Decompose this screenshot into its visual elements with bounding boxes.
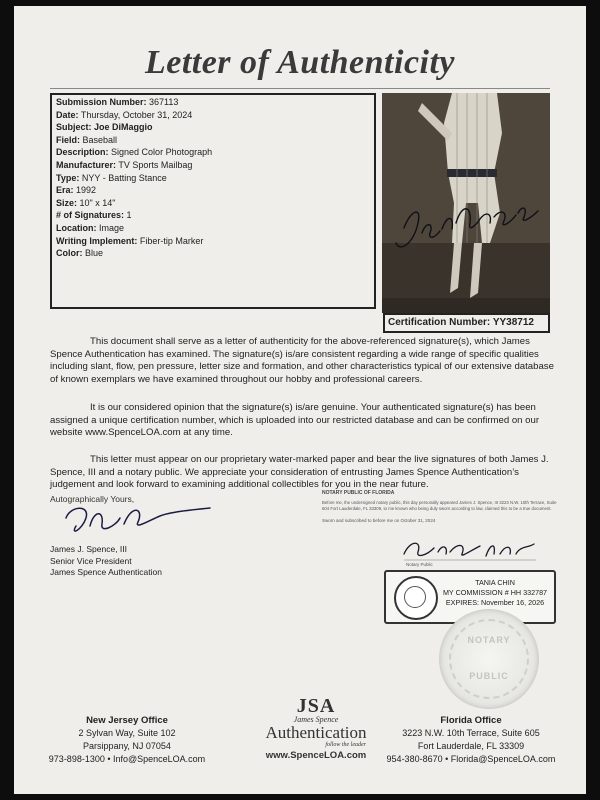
stamp-name: TANIA CHIN — [475, 578, 515, 587]
detail-row-signatures: # of Signatures: 1 — [56, 210, 132, 221]
detail-row-submission: Submission Number: 367113 — [56, 97, 179, 107]
details-box — [50, 93, 376, 309]
fl-address-line1: 3223 N.W. 10th Terrace, Suite 605 — [402, 728, 540, 738]
detail-row-description: Description: Signed Color Photograph — [56, 147, 213, 158]
signer-company: James Spence Authentication — [50, 567, 162, 577]
paragraph-requirements: This letter must appear on our proprietary water-marked paper and bear the live signatures of both James J. Spence, III and a notary public. We appreciate your consideration of entrusting James Spence Authentication’s judgement and look forward to examining additional collectibles for you in the near future. — [50, 454, 549, 491]
stamp-expiry: EXPIRES: November 16, 2026 — [445, 598, 545, 607]
embossed-notary-seal — [439, 609, 539, 709]
logo-mark: JSA — [296, 695, 336, 717]
paragraph-opinion: It is our considered opinion that the signature(s) is/are genuine. Your authenticated signature(s) has been assigned a unique certification number, which is uploaded into our restricted database and can be confirmed on our website www.SpenceLOA.com at any time. — [50, 402, 540, 439]
fl-address-line2: Fort Lauderdale, FL 33309 — [417, 741, 525, 751]
page-title: Letter of Authenticity — [144, 44, 456, 81]
notary-signature-label: Notary Public — [406, 562, 433, 567]
certification-number-box: Certification Number: YY38712 — [383, 313, 550, 333]
stamp-commission: MY COMMISSION # HH 332787 — [442, 588, 548, 597]
signoff-label: Autographically Yours, — [50, 494, 135, 504]
detail-row-color: Color: Blue — [56, 248, 104, 259]
detail-row-subject: Subject: Joe DiMaggio — [56, 122, 153, 133]
detail-row-manufacturer: Manufacturer: TV Sports Mailbag — [56, 159, 193, 170]
nj-address-line1: 2 Sylvan Way, Suite 102 — [78, 728, 176, 738]
emboss-bottom-text: PUBLIC — [469, 671, 509, 681]
nj-office-heading: New Jersey Office — [86, 715, 168, 726]
detail-row-implement: Writing Implement: Fiber-tip Marker — [56, 235, 204, 246]
notary-sworn-date: Sworn and subscribed to before me on October 31, 2024 — [322, 518, 436, 523]
notary-section — [322, 490, 558, 523]
signer-name: James J. Spence, III — [50, 544, 128, 554]
signer-title: Senior Vice President — [50, 555, 132, 566]
signer-details — [50, 544, 162, 579]
detail-row-date: Date: Thursday, October 31, 2024 — [56, 109, 193, 120]
detail-row-field: Field: Baseball — [56, 134, 118, 145]
emboss-top-text: NOTARY — [467, 635, 511, 645]
jsa-logo — [262, 696, 370, 762]
notary-statement: Before me, the undersigned notary public, this day personally appeared James J. Spence, III 3223 N.W. 10th Terrace, Suite 604 Fort Lauderdale, FL 33309, to me known who being duly sworn according to law, claimed this to be a true document. — [322, 500, 557, 511]
paragraph-examination: This document shall serve as a letter of authenticity for the above-referenced signature(s), which James Spence Authentication has examined. The signature(s) is/are consistent regarding a wide range of specific qualities including slant, flow, pen pressure, letter size and formation, and other characteristics typical of our extensive database of known exemplars we have examined throughout our hobby and professional careers. — [50, 336, 554, 385]
new-jersey-office — [42, 714, 212, 766]
spence-signature — [60, 496, 220, 540]
signed-photograph — [382, 93, 550, 313]
detail-row-era: Era: 1992 — [56, 185, 97, 196]
detail-row-type: Type: NYY - Batting Stance — [56, 172, 167, 183]
photo-signature — [382, 93, 550, 313]
notary-heading: NOTARY PUBLIC OF FLORIDA — [322, 490, 395, 496]
logo-website: www.SpenceLOA.com — [265, 750, 367, 761]
logo-subtitle: James Spence — [293, 715, 339, 724]
stamp-text — [440, 578, 550, 608]
logo-tagline: follow the leader — [325, 742, 366, 748]
detail-row-location: Location: Image — [56, 222, 125, 233]
fl-contact: 954-380-8670 • Florida@SpenceLOA.com — [386, 754, 556, 764]
florida-office — [386, 714, 556, 766]
notary-signature — [400, 536, 540, 562]
fl-office-heading: Florida Office — [440, 715, 502, 726]
nj-address-line2: Parsippany, NJ 07054 — [83, 741, 171, 751]
detail-row-size: Size: 10" x 14" — [56, 197, 116, 208]
logo-wordmark: Authentication — [265, 723, 367, 742]
nj-contact: 973-898-1300 • Info@SpenceLOA.com — [48, 754, 206, 764]
notary-seal-icon — [394, 576, 438, 620]
letter-sheet — [14, 6, 586, 794]
title-divider — [50, 88, 550, 89]
